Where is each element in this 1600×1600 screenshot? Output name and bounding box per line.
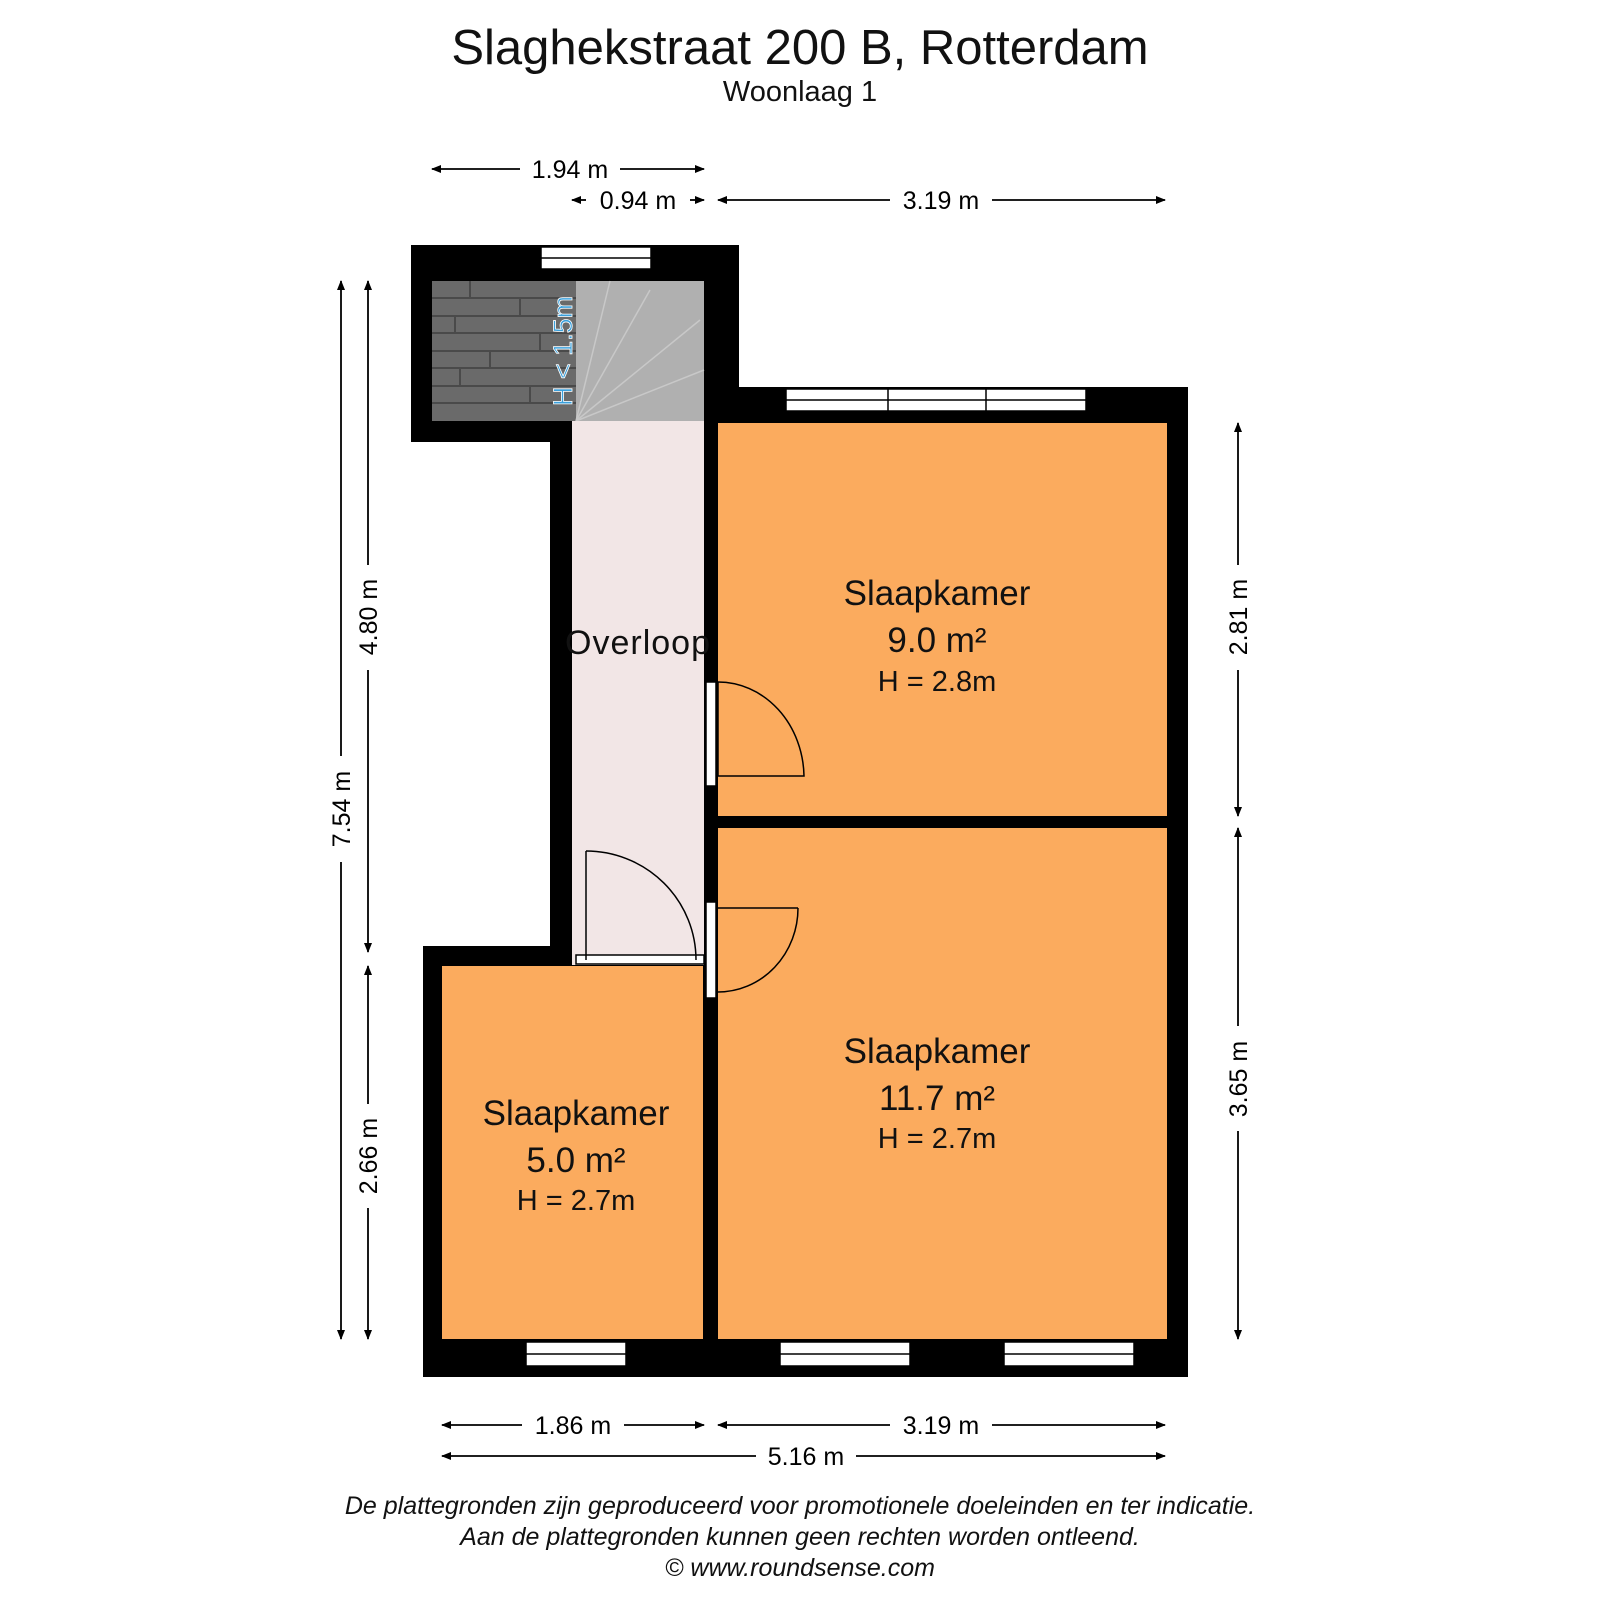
dim-left-upper-label: 4.80 m <box>355 578 383 656</box>
window-bedroom-small <box>526 1342 626 1366</box>
bedroom-right-height: H = 2.7m <box>877 1123 997 1155</box>
window-bedroom-top <box>786 389 1086 411</box>
hall-bedroom-wall <box>704 423 718 1339</box>
dim-top-2-label: 0.94 m <box>599 187 677 215</box>
window-stair <box>541 247 651 269</box>
copyright-line: © www.roundsense.com <box>665 1554 935 1582</box>
dim-left-total-label: 7.54 m <box>328 770 356 848</box>
stair-winder <box>576 281 704 421</box>
bedroom-small-height: H = 2.7m <box>516 1185 636 1217</box>
dim-bottom-2-label: 3.19 m <box>902 1412 980 1440</box>
bedroom-small-area: 5.0 m² <box>526 1141 626 1180</box>
dim-bottom-total-label: 5.16 m <box>767 1443 845 1471</box>
disclaimer-line-1: De plattegronden zijn geproduceerd voor promotionele doeleinden en ter indicatie. <box>344 1492 1256 1520</box>
dim-bottom-1-label: 1.86 m <box>534 1412 612 1440</box>
window-bedroom-right-1 <box>780 1342 910 1366</box>
disclaimer-line-2: Aan de plattegronden kunnen geen rechten worden ontleend. <box>460 1523 1140 1551</box>
hallway-floor <box>572 421 704 965</box>
dim-top-1-label: 1.94 m <box>531 156 609 184</box>
bedroom-right-area: 11.7 m² <box>878 1079 996 1118</box>
partition-wall <box>718 816 1167 828</box>
stair-height-note: H < 1.5m <box>548 295 578 407</box>
dim-top-3-label: 3.19 m <box>902 187 980 215</box>
bedroom-top-floor <box>718 423 1167 816</box>
bedroom-top-height: H = 2.8m <box>877 666 997 698</box>
bedroom-right-name: Slaapkamer <box>843 1032 1031 1071</box>
dim-right-upper-label: 2.81 m <box>1225 578 1253 656</box>
floor-level-subtitle: Woonlaag 1 <box>722 76 878 108</box>
overloop-label: Overloop <box>565 624 711 662</box>
plan-title: Slaghekstraat 200 B, Rotterdam <box>451 21 1149 75</box>
bedroom-top-name: Slaapkamer <box>843 574 1031 613</box>
dim-right-lower-label: 3.65 m <box>1225 1040 1253 1118</box>
bedroom-small-name: Slaapkamer <box>482 1094 670 1133</box>
window-bedroom-right-2 <box>1004 1342 1134 1366</box>
dim-left-lower-label: 2.66 m <box>355 1117 383 1195</box>
bedroom-top-area: 9.0 m² <box>887 621 987 660</box>
